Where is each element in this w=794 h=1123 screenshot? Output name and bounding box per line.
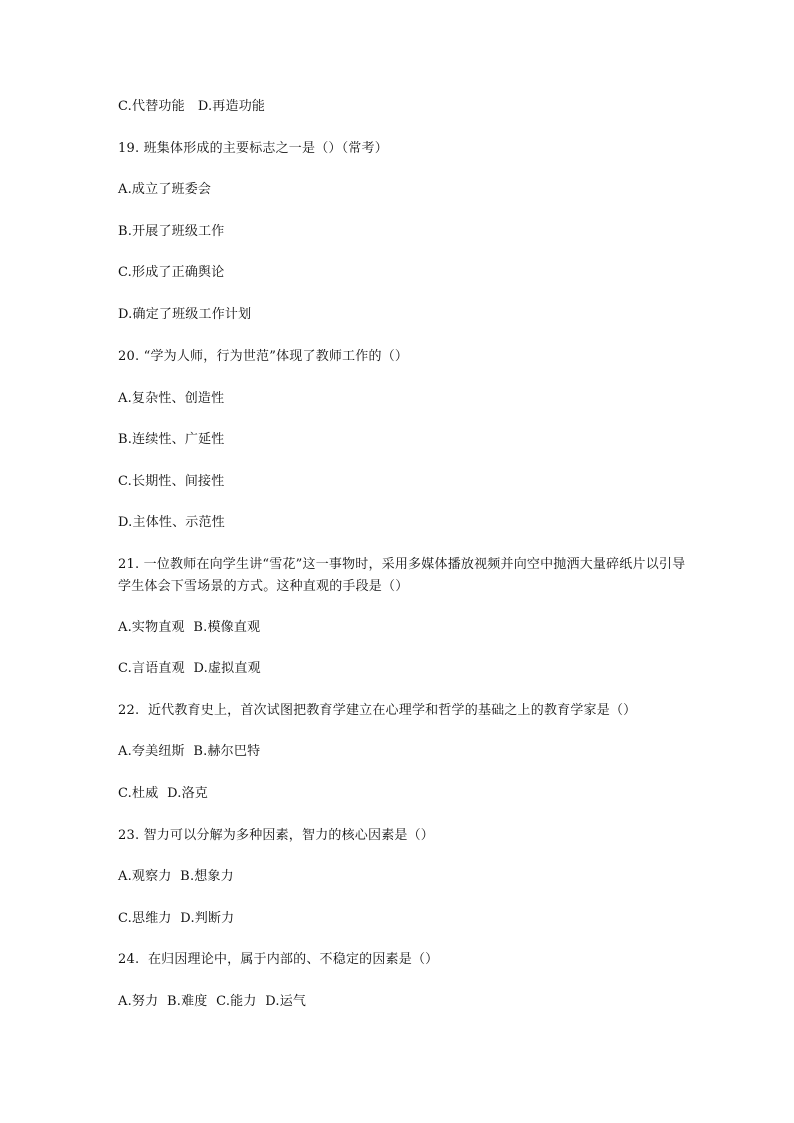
question-19: 19. 班集体形成的主要标志之一是（）（常考） — [118, 141, 388, 156]
option-line: B.开展了班级工作 — [118, 224, 225, 239]
option-line: D.主体性、示范性 — [118, 515, 225, 530]
question-22: 22. 近代教育史上，首次试图把教育学建立在心理学和哲学的基础之上的教育学家是（） — [118, 703, 637, 718]
question-23: 23. 智力可以分解为多种因素，智力的核心因素是（） — [118, 828, 435, 843]
option-line: C.代替功能 D.再造功能 — [118, 99, 266, 114]
option-line: A.努力 B.难度 C.能力 D.运气 — [118, 994, 307, 1009]
option-line: A.复杂性、创造性 — [118, 391, 225, 406]
option-line: C.杜威 D.洛克 — [118, 786, 208, 801]
option-line: A.成立了班委会 — [118, 182, 212, 197]
option-line: A.实物直观 B.模像直观 — [118, 620, 261, 635]
option-line: C.言语直观 D.虚拟直观 — [118, 661, 261, 676]
question-21: 21. 一位教师在向学生讲“雪花”这一事物时，采用多媒体播放视频并向空中抛洒大量碎纸片以引导学生体会下雪场景的方式。这种直观的手段是（） — [118, 557, 686, 594]
question-20: 20. “学为人师，行为世范”体现了教师工作的（） — [118, 349, 409, 364]
option-line: D.确定了班级工作计划 — [118, 307, 252, 322]
option-line: C.形成了正确舆论 — [118, 265, 225, 280]
option-line: C.长期性、间接性 — [118, 474, 225, 489]
option-line: C.思维力 D.判断力 — [118, 911, 235, 926]
option-line: A.夸美纽斯 B.赫尔巴特 — [118, 744, 261, 759]
question-24: 24. 在归因理论中，属于内部的、不稳定的因素是（） — [118, 952, 439, 967]
option-line: A.观察力 B.想象力 — [118, 869, 234, 884]
option-line: B.连续性、广延性 — [118, 432, 225, 447]
